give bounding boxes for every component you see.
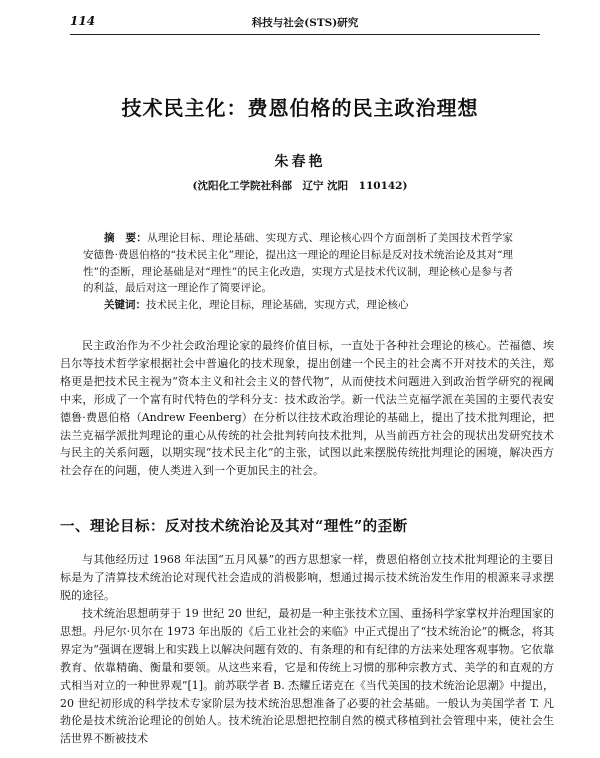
journal-title: 科技与社会(STS)研究 bbox=[251, 17, 359, 29]
keywords-line bbox=[83, 297, 513, 314]
body-paragraph: 与其他经历过 1968 年法国“五月风暴”的西方思想家一样，费恩伯格创立技术批判理论的主要目标是为了清算技术统治论对现代社会造成的消极影响，想通过揭示技术统治发生作用的根源来寻求摆脱的途径。 bbox=[60, 553, 554, 602]
article-title: 技术民主化：费恩伯格的民主政治理想 bbox=[121, 96, 479, 120]
author-affiliation: (沈阳化工学院社科部 辽宁 沈阳 110142) bbox=[192, 180, 408, 192]
author-name: 朱春艳 bbox=[274, 154, 326, 170]
running-header bbox=[70, 14, 540, 35]
keywords-label: 关键词： bbox=[104, 299, 146, 312]
introduction-paragraph: 民主政治作为不少社会政治理论家的最终价值目标，一直处于各种社会理论的核心。芒福德、埃吕尔等技术哲学家根据社会中普遍化的技术现象，提出创建一个民主的社会离不开对技术的关注，郑格更是把技术民主视为“资本主义和社会主义的替代物”，从而使技术问题进入到政治哲学研究的视阈中来，形成了一个富有时代特色的学科分支：技术政治学。新一代法兰克福学派在美国的主要代表安德鲁·费恩伯格（Andrew Feenberg）在分析以往技术政治理论的基础上，提出了技术批判理论，把法兰克福学派批判理论的重心从传统的社会批判转向技术批判，从当前西方社会的现状出发研究技术与民主的关系问题，以期实现“技术民主化”的主张，试图以此来摆脱传统批判理论的困境，解决西方社会存在的问题，使人类进入到一个更加民主的社会。 bbox=[60, 339, 554, 478]
page-number: 114 bbox=[70, 14, 96, 28]
abstract-text: 从理论目标、理论基础、实现方式、理论核心四个方面剖析了美国技术哲学家安德鲁·费恩伯格的“技术民主化”理论，提出这一理论的理论目标是反对技术统治论及其对“理性”的歪断，理论基础是对“理性”的民主化改造，实现方式是技术代议制，理论核心是参与者的利益，最后对这一理论作了简要评论。 bbox=[83, 232, 514, 295]
body-paragraph: 技术统治思想萌芽于 19 世纪 20 世纪，最初是一种主张技术立国、重扬科学家掌权并治理国家的思想。丹尼尔·贝尔在 1973 年出版的《后工业社会的来临》中正式提出了“技术统治论”的概念，将其界定为“强调在逻辑上和实践上以解决问题有效的、有条理的和有纪律的方法来处理客观事物。它依靠教育、依靠精确、衡量和要领。从这些来看，它是和传统上习惯的那种宗教方式、美学的和直观的方式相当对立的一种世界观”[1]。前苏联学者 B. 杰耀丘诺克在《当代美国的技术统治论思潮》中提出，20 世纪初形成的科学技术专家阶层为技术统治思想准备了必要的社会基础。一般认为美国学者 T. 凡勃伦是技术统治论理论的创始人。技术统治论思想把控制自然的模式移植到社会管理中来，使社会生活世界不断被技术 bbox=[60, 607, 554, 746]
keywords-text: 技术民主化，理论目标，理论基础，实现方式，理论核心 bbox=[146, 299, 409, 312]
abstract-paragraph bbox=[83, 230, 513, 297]
abstract-label: 摘 要： bbox=[104, 232, 148, 244]
section-heading: 一、理论目标：反对技术统治论及其对“理性”的歪断 bbox=[60, 518, 408, 535]
abstract-block bbox=[83, 230, 513, 314]
